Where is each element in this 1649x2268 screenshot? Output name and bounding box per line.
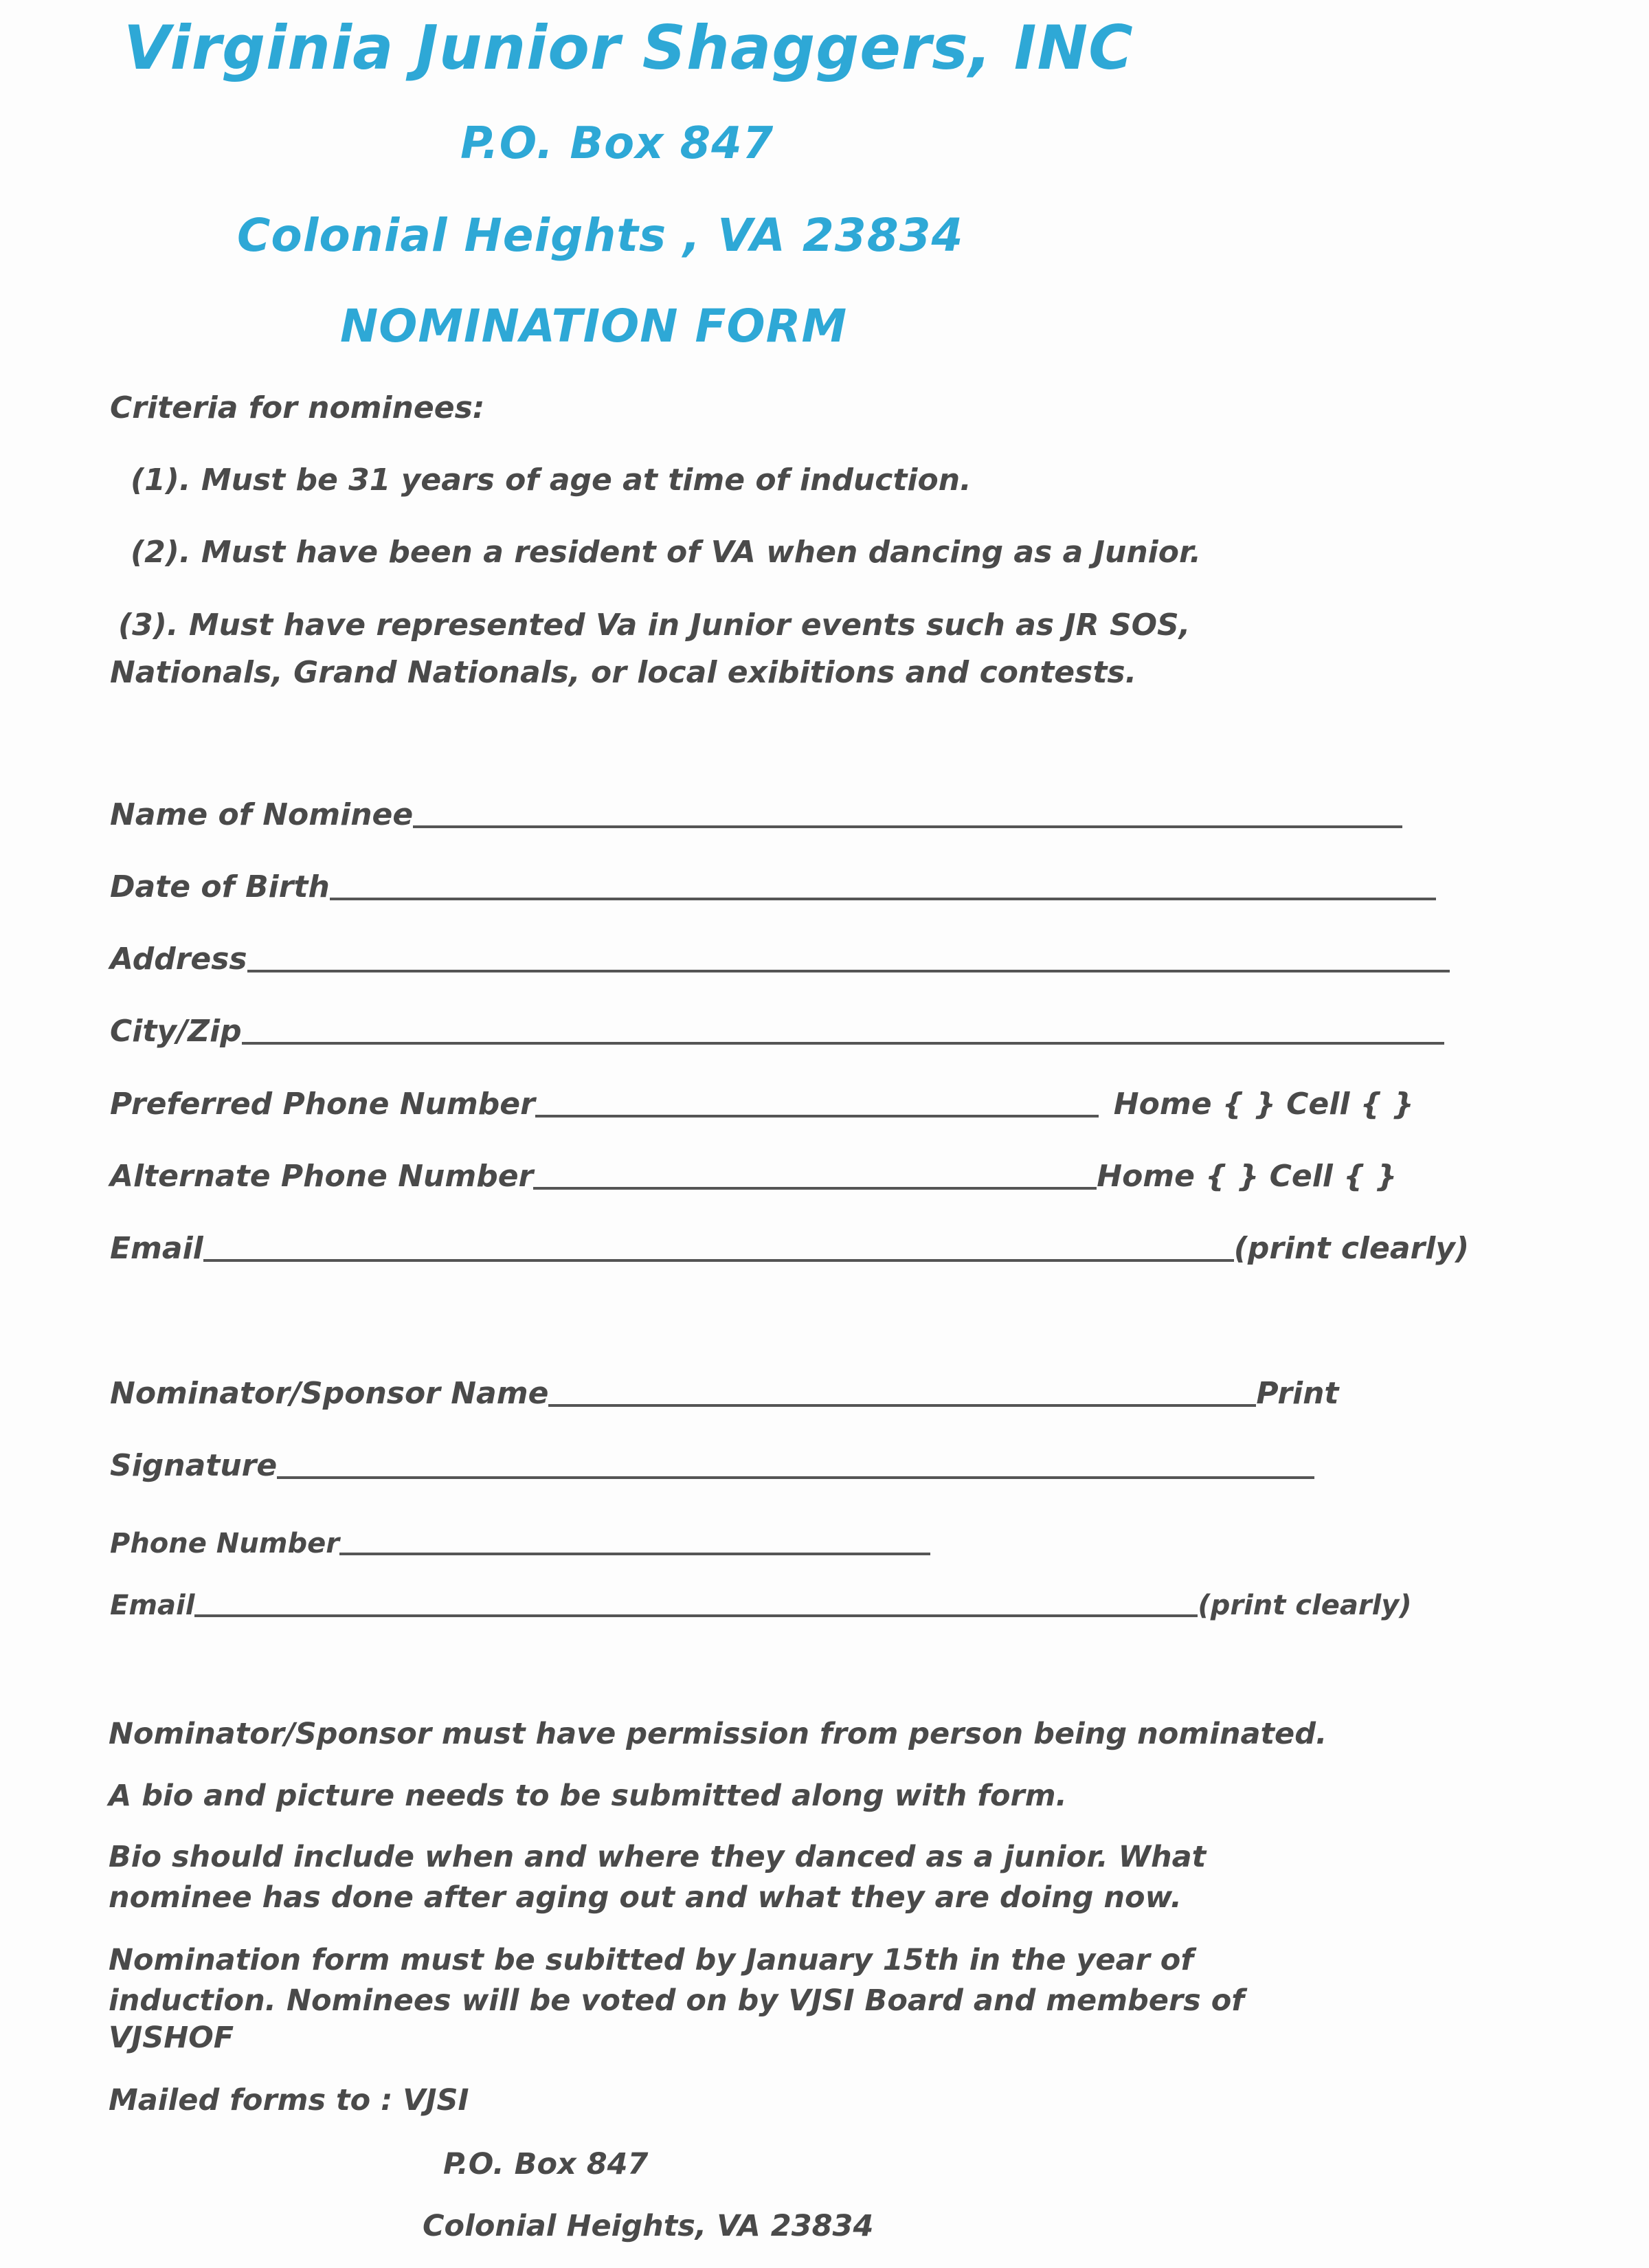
form-title: NOMINATION FORM	[340, 300, 848, 353]
sponsor-email-label: Email	[110, 1590, 195, 1621]
signature-field[interactable]	[277, 1476, 1314, 1479]
signature-row	[110, 1448, 1314, 1483]
sponsor-phone-field[interactable]	[339, 1553, 930, 1555]
mail-city: Colonial Heights, VA 23834	[423, 2209, 874, 2243]
city-zip-label: City/Zip	[110, 1014, 242, 1049]
dob-label: Date of Birth	[110, 869, 330, 904]
note-bio-line-2: nominee has done after aging out and what they are doing now.	[109, 1880, 1182, 1915]
sponsor-phone-label: Phone Number	[110, 1528, 339, 1559]
dob-row	[110, 869, 1436, 904]
sponsor-name-label: Nominator/Sponsor Name	[110, 1376, 549, 1411]
signature-label: Signature	[110, 1448, 278, 1483]
city-zip-field[interactable]	[242, 1042, 1444, 1045]
criteria-item-3-continued: Nationals, Grand Nationals, or local exibitions and contests.	[110, 655, 1137, 690]
sponsor-email-note: (print clearly)	[1198, 1590, 1412, 1621]
sponsor-email-row	[110, 1590, 1412, 1621]
sponsor-email-field[interactable]	[194, 1614, 1198, 1617]
note-bio-picture: A bio and picture needs to be submitted along with form.	[109, 1779, 1067, 1813]
nominee-name-field[interactable]	[413, 825, 1402, 828]
nominee-email-row	[110, 1231, 1469, 1266]
criteria-item-2: (2). Must have been a resident of VA when dancing as a Junior.	[131, 535, 1202, 570]
sponsor-name-field[interactable]	[548, 1404, 1256, 1407]
nominee-email-field[interactable]	[203, 1259, 1234, 1262]
nominee-email-label: Email	[110, 1231, 203, 1266]
criteria-heading: Criteria for nominees:	[110, 390, 485, 425]
alternate-phone-type[interactable]: Home { } Cell { }	[1097, 1159, 1398, 1194]
note-deadline-line-3: VJSHOF	[109, 2021, 234, 2055]
org-name: Virginia Junior Shaggers, INC	[124, 12, 1134, 83]
address-field[interactable]	[247, 970, 1450, 972]
nominee-name-row	[110, 797, 1402, 832]
preferred-phone-field[interactable]	[535, 1115, 1099, 1118]
mail-to: Mailed forms to : VJSI	[109, 2083, 469, 2117]
nominee-email-note: (print clearly)	[1233, 1231, 1470, 1266]
city-zip-row	[110, 1014, 1444, 1049]
header-city-state-zip: Colonial Heights , VA 23834	[237, 209, 964, 262]
note-permission: Nominator/Sponsor must have permission from person being nominated.	[109, 1717, 1327, 1751]
note-deadline-line-2: induction. Nominees will be voted on by VJSI Board and members of	[109, 1983, 1244, 2018]
preferred-phone-label: Preferred Phone Number	[110, 1087, 535, 1122]
sponsor-name-row	[110, 1376, 1338, 1411]
nominee-name-label: Name of Nominee	[110, 797, 414, 832]
sponsor-phone-row	[110, 1528, 930, 1559]
criteria-item-3: (3). Must have represented Va in Junior events such as JR SOS,	[118, 608, 1191, 643]
note-bio-line-1: Bio should include when and where they danced as a junior. What	[109, 1840, 1207, 1874]
dob-field[interactable]	[330, 898, 1436, 900]
alternate-phone-label: Alternate Phone Number	[110, 1159, 534, 1194]
preferred-phone-row	[110, 1087, 1414, 1122]
sponsor-name-note: Print	[1256, 1376, 1339, 1411]
alternate-phone-field[interactable]	[533, 1187, 1097, 1190]
address-row	[110, 942, 1450, 977]
criteria-item-1: (1). Must be 31 years of age at time of induction.	[131, 463, 972, 498]
preferred-phone-type[interactable]: Home { } Cell { }	[1113, 1087, 1414, 1122]
mail-po-box: P.O. Box 847	[443, 2147, 649, 2181]
alternate-phone-row	[110, 1159, 1397, 1194]
address-label: Address	[110, 942, 247, 977]
note-deadline-line-1: Nomination form must be subitted by January 15th in the year of	[109, 1943, 1194, 1977]
header-po-box: P.O. Box 847	[460, 118, 774, 169]
